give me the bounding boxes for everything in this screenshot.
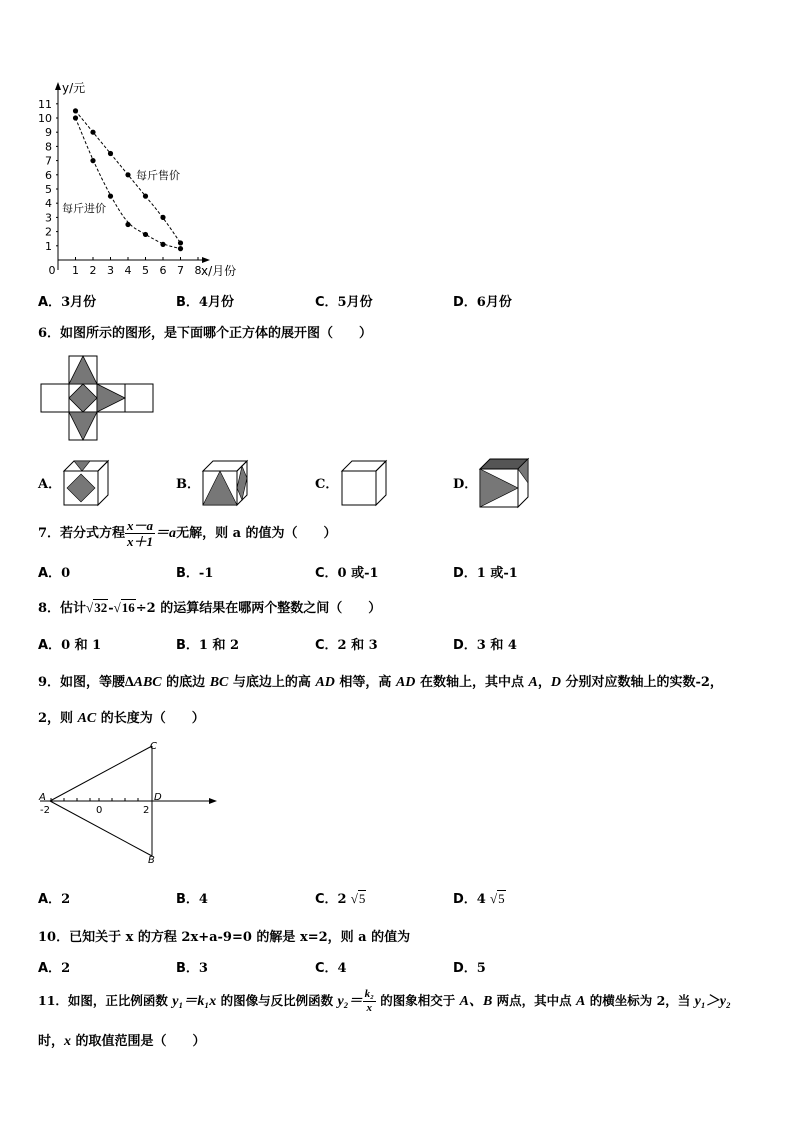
q10-options	[38, 957, 758, 975]
y-tick-label: 9	[45, 126, 52, 140]
point-c-label: C	[150, 741, 157, 752]
q6-option-b-label[interactable]: B．	[176, 477, 200, 492]
q11-stem-line1: 11．如图，正比例函数 y₁＝k₁x 的图像与反比例函数 y₂＝ $\frac{\text{k₂}}{x}$ 的图象相交于 A、B 两点，其中点 A 的横坐标为 2，当 y₁＞y₂	[38, 988, 731, 1014]
q10-option-d[interactable]: D．5	[453, 961, 486, 976]
y-tick-label: 6	[45, 168, 52, 182]
q8-option-b[interactable]: B．1 和 2	[176, 638, 240, 653]
q6-option-c-label[interactable]: C．	[315, 477, 339, 492]
sell-price-point-2	[90, 130, 95, 135]
x-axis-arrow	[202, 257, 210, 263]
x-tick-label: 4	[124, 264, 132, 277]
buy-price-point-6	[160, 242, 165, 247]
x-tick-label: 3	[107, 264, 114, 277]
buy-price-label: 每斤进价	[62, 202, 106, 215]
buy-price-point-5	[143, 232, 148, 237]
q7-option-d[interactable]: D．1 或-1	[453, 566, 518, 581]
point-b-label: B	[148, 855, 155, 866]
q8-option-d[interactable]: D．3 和 4	[453, 638, 517, 653]
q10-stem: 10．已知关于 x 的方程 2x+a-9=0 的解是 x=2，则 a 的值为	[38, 930, 411, 945]
point-a-label: A	[39, 792, 46, 803]
x-tick-label: 1	[72, 264, 79, 277]
q9-option-b[interactable]: B．4	[176, 892, 208, 907]
q8-options	[38, 634, 758, 652]
sell-price-label: 每斤售价	[136, 169, 180, 182]
q5-options	[38, 291, 758, 309]
y-tick-label: 11	[38, 97, 52, 111]
y-tick-label: 2	[45, 225, 52, 239]
q5-option-c[interactable]: C．5月份	[315, 295, 373, 310]
q6-option-d-cube[interactable]	[478, 457, 530, 509]
point-d-label: D	[154, 792, 162, 803]
x-tick-label: 7	[177, 264, 184, 277]
y-tick-label: 1	[45, 239, 52, 253]
x-tick-label: 2	[89, 264, 97, 277]
x-tick-label: 6	[159, 264, 167, 277]
q7-option-b[interactable]: B．-1	[176, 566, 214, 581]
q11-fraction: $\frac{\text{k₂}}{x}$	[364, 988, 374, 1014]
sell-price-point-5	[143, 194, 148, 199]
q5-option-b[interactable]: B．4月份	[176, 295, 234, 310]
y-tick-label: 8	[45, 140, 52, 154]
q7-fraction: $\frac{x-a}{x+1}$	[127, 518, 154, 549]
q6-option-c-cube[interactable]	[340, 459, 388, 507]
q6-cube-net-figure	[40, 355, 156, 441]
q8-stem: 8．估计√32-√16÷2 的运算结果在哪两个整数之间（ ）	[38, 600, 382, 616]
q10-option-c[interactable]: C．4	[315, 961, 347, 976]
buy-price-point-2	[90, 158, 95, 163]
sell-price-point-1	[73, 108, 78, 113]
tick-2: 2	[143, 805, 150, 816]
buy-price-point-7	[178, 246, 183, 251]
q11-stem-line2: 时，x 的取值范围是（ ）	[38, 1034, 206, 1049]
q10-option-b[interactable]: B．3	[176, 961, 208, 976]
buy-price-point-4	[125, 222, 130, 227]
buy-price-point-3	[108, 194, 113, 199]
q7-option-a[interactable]: A．0	[38, 566, 71, 581]
q6-option-a-label[interactable]: A．	[38, 477, 62, 492]
side-ac	[50, 746, 152, 801]
q9-option-c[interactable]: C．2 √5	[315, 891, 366, 907]
q8-option-a[interactable]: A．0 和 1	[38, 638, 102, 653]
q7-stem: 7．若分式方程 $\frac{x-a}{x+1}$ ＝a无解，则 a 的值为（ ）	[38, 518, 337, 549]
q6-options	[38, 455, 558, 510]
x-tick-label: 0	[48, 264, 56, 277]
q5-option-a[interactable]: A．3月份	[38, 295, 97, 310]
y-tick-label: 3	[45, 211, 52, 225]
q6-option-a-cube[interactable]	[62, 459, 110, 507]
q5-option-d[interactable]: D．6月份	[453, 295, 512, 310]
tick-0: 0	[96, 805, 103, 816]
q9-triangle-figure	[36, 738, 220, 866]
q6-option-b-cube[interactable]	[201, 459, 249, 507]
q7-option-c[interactable]: C．0 或-1	[315, 566, 379, 581]
y-tick-label: 10	[38, 112, 52, 125]
sell-price-point-4	[125, 172, 130, 177]
y-axis-label: y/元	[62, 81, 86, 95]
buy-price-curve	[76, 118, 181, 249]
q9-options	[38, 888, 758, 906]
y-tick-label: 7	[45, 154, 52, 168]
q9-option-d[interactable]: D．4 √5	[453, 891, 505, 907]
q7-options	[38, 562, 758, 580]
q5-price-chart	[30, 78, 260, 278]
q6-option-d-label[interactable]: D．	[453, 477, 478, 492]
q8-sqrt-16: √16	[113, 600, 135, 615]
x-tick-label: 8	[194, 264, 202, 277]
q10-option-a[interactable]: A．2	[38, 961, 71, 976]
q8-option-c[interactable]: C．2 和 3	[315, 638, 378, 653]
q9-stem-line2: 2，则 AC 的长度为（ ）	[38, 711, 205, 726]
q9-option-a[interactable]: A．2	[38, 892, 71, 907]
sell-price-point-3	[108, 151, 113, 156]
sell-price-point-6	[160, 215, 165, 220]
y-axis-arrow	[55, 82, 61, 90]
sell-price-point-7	[178, 240, 183, 245]
y-tick-label: 5	[45, 183, 52, 196]
y-tick-label: 4	[45, 197, 52, 211]
x-axis-label: x/月份	[201, 264, 237, 278]
number-line-arrow	[209, 798, 217, 804]
q6-stem: 6．如图所示的图形，是下面哪个正方体的展开图（ ）	[38, 326, 373, 341]
buy-price-point-1	[73, 115, 78, 120]
q9-stem-line1: 9．如图，等腰∆ABC 的底边 BC 与底边上的高 AD 相等，高 AD 在数轴上，其中点 A，D 分别对应数轴上的实数-2，	[38, 675, 723, 690]
tick-minus2: -2	[40, 805, 50, 816]
x-tick-label: 5	[142, 264, 149, 277]
q8-sqrt-32: √32	[86, 600, 108, 615]
